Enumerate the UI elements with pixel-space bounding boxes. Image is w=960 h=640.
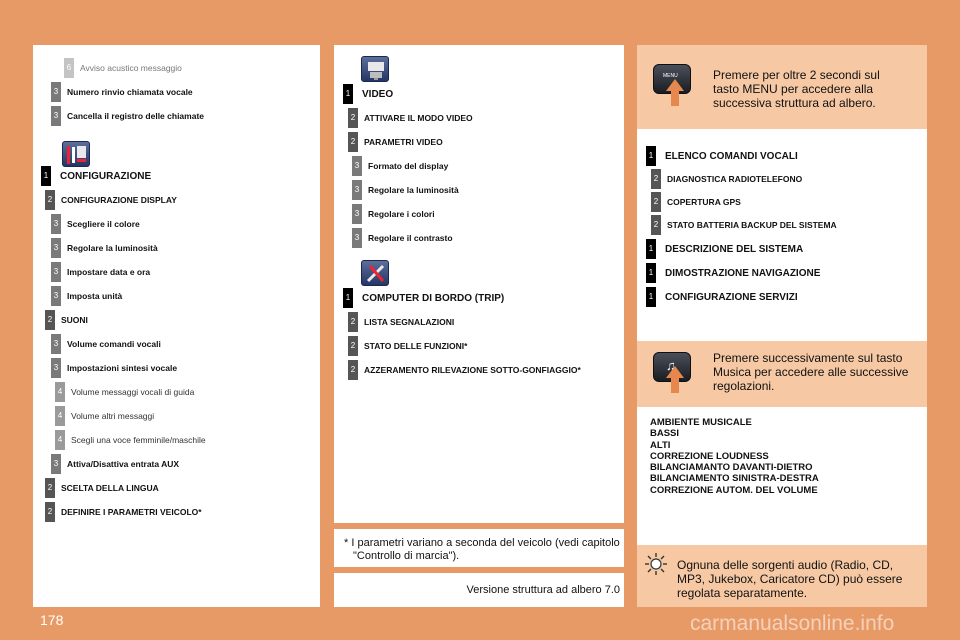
- tree-item: [646, 239, 803, 259]
- tree-item: [45, 190, 177, 210]
- tree-item: [41, 166, 151, 186]
- tree-item: [348, 360, 581, 380]
- level-badge: 2: [348, 132, 358, 152]
- tree-item-label: PARAMETRI VIDEO: [364, 137, 443, 147]
- tree-item: [55, 430, 206, 450]
- tree-item: [352, 204, 435, 224]
- tree-item: [51, 454, 179, 474]
- level-badge: 3: [51, 214, 61, 234]
- level-badge: 3: [352, 156, 362, 176]
- tree-item-label: STATO DELLE FUNZIONI*: [364, 341, 468, 351]
- tree-item-label: Regolare i colori: [368, 209, 435, 219]
- trip-computer-tools-icon: [361, 260, 389, 286]
- tree-item-label: ELENCO COMANDI VOCALI: [665, 150, 798, 162]
- tree-item: [51, 214, 140, 234]
- tree-item: [55, 382, 194, 402]
- tree-item: [348, 132, 443, 152]
- tree-item-label: Impostazioni sintesi vocale: [67, 363, 178, 373]
- tree-item: [651, 169, 802, 189]
- level-badge: 2: [348, 312, 358, 332]
- audio-sources-tip-text: [677, 558, 902, 600]
- tree-item: [45, 310, 88, 330]
- tree-item-label: Numero rinvio chiamata vocale: [67, 87, 193, 97]
- music-setting: BILANCIAMANTO DAVANTI-DIETRO: [650, 462, 813, 474]
- tree-item-label: Volume altri messaggi: [71, 411, 155, 421]
- tree-item-label: Regolare la luminosità: [67, 243, 158, 253]
- tree-item-label: CONFIGURAZIONE DISPLAY: [61, 195, 177, 205]
- menu-button-label: MENU: [663, 73, 678, 79]
- music-tip-line-2: Musica per accedere alle successive: [713, 365, 909, 379]
- level-badge: 2: [45, 502, 55, 522]
- menu-tip-line-2: tasto MENU per accedere alla: [713, 82, 874, 96]
- level-badge: 2: [45, 190, 55, 210]
- watermark: carmanualsonline.info: [690, 612, 895, 635]
- music-setting: ALTI: [650, 439, 671, 451]
- tree-item-label: Impostare data e ora: [67, 267, 151, 277]
- tree-item-label: Regolare la luminosità: [368, 185, 459, 195]
- tree-item: [51, 238, 158, 258]
- level-badge: 3: [51, 238, 61, 258]
- music-setting: AMBIENTE MUSICALE: [650, 417, 752, 428]
- music-setting: CORREZIONE AUTOM. DEL VOLUME: [650, 484, 818, 496]
- page-number: 178: [40, 612, 64, 628]
- audio-tip-line-3: regolata separatamente.: [677, 586, 808, 600]
- tree-item-label: Regolare il contrasto: [368, 233, 453, 243]
- arrow-stem: [671, 90, 679, 106]
- level-badge: 1: [343, 288, 353, 308]
- level-badge: 3: [51, 286, 61, 306]
- level-badge: 3: [352, 228, 362, 248]
- tree-item-label: DIMOSTRAZIONE NAVIGAZIONE: [665, 267, 821, 279]
- level-badge: 4: [55, 382, 65, 402]
- tree-item: [651, 192, 741, 212]
- tree-item-label: COMPUTER DI BORDO (TRIP): [362, 292, 505, 304]
- tree-item: [64, 58, 182, 78]
- level-badge: 2: [45, 478, 55, 498]
- audio-tip-line-1: Ognuna delle sorgenti audio (Radio, CD,: [677, 558, 894, 572]
- tree-item: [352, 156, 448, 176]
- tree-item: [51, 358, 177, 378]
- tree-item-label: Cancella il registro delle chiamate: [67, 111, 205, 121]
- video-projector-icon: [361, 56, 389, 82]
- level-badge: 2: [348, 336, 358, 356]
- level-badge: 2: [651, 215, 661, 235]
- level-badge: 3: [352, 204, 362, 224]
- level-badge: 3: [51, 82, 61, 102]
- tree-item-label: Avviso acustico messaggio: [80, 63, 182, 73]
- level-badge: 1: [646, 146, 656, 166]
- tree-item-label: CONFIGURAZIONE SERVIZI: [665, 291, 798, 303]
- tree-item: [348, 336, 467, 356]
- tree-item-label: DIAGNOSTICA RADIOTELEFONO: [667, 174, 803, 184]
- music-setting: BASSI: [650, 428, 680, 440]
- music-setting: CORREZIONE LOUDNESS: [650, 450, 769, 462]
- tree-item-label: Attiva/Disattiva entrata AUX: [67, 459, 180, 469]
- tree-item: [51, 82, 193, 102]
- tree-item: [343, 288, 504, 308]
- footnote-line-1: I parametri variano a seconda del veicolo (vedi capitolo: [351, 537, 620, 549]
- tree-item-label: DEFINIRE I PARAMETRI VEICOLO*: [61, 507, 202, 517]
- footnote-line-2: "Controllo di marcia").: [353, 550, 460, 562]
- tree-item-label: SUONI: [61, 315, 88, 325]
- tree-item: [646, 263, 820, 283]
- music-setting: BILANCIAMENTO SINISTRA-DESTRA: [650, 473, 819, 485]
- tree-version: Versione struttura ad albero 7.0: [466, 584, 620, 596]
- tree-item: [55, 406, 154, 426]
- music-settings-list: [650, 417, 819, 496]
- tree-item: [51, 262, 150, 282]
- music-note-icon: ♫: [666, 358, 676, 373]
- level-badge: 1: [646, 239, 656, 259]
- tree-item-label: Scegli una voce femminile/maschile: [71, 435, 206, 445]
- level-badge: 2: [348, 360, 358, 380]
- music-tip-line-1: Premere successivamente sul tasto: [713, 351, 903, 365]
- tree-item: [646, 146, 798, 166]
- tree-item: [651, 215, 837, 235]
- tree-item-label: DESCRIZIONE DEL SISTEMA: [665, 243, 804, 255]
- configuration-tools-icon: [62, 141, 90, 167]
- music-tip-text: [713, 351, 908, 393]
- tree-item: [348, 312, 454, 332]
- level-badge: 3: [51, 106, 61, 126]
- tree-item-label: ATTIVARE IL MODO VIDEO: [364, 113, 473, 123]
- tree-item-label: CONFIGURAZIONE: [60, 170, 152, 182]
- tree-item: [343, 84, 393, 104]
- level-badge: 1: [646, 263, 656, 283]
- level-badge: 3: [51, 358, 61, 378]
- tree-item-label: Volume messaggi vocali di guida: [71, 387, 195, 397]
- level-badge: 2: [651, 169, 661, 189]
- tip-lamp-icon: [644, 552, 668, 576]
- footnote-star: *: [344, 537, 349, 549]
- tree-item: [352, 180, 459, 200]
- music-tip-line-3: regolazioni.: [713, 379, 775, 393]
- tree-item-label: COPERTURA GPS: [667, 197, 741, 207]
- level-badge: 3: [51, 454, 61, 474]
- tree-item: [51, 334, 161, 354]
- level-badge: 2: [45, 310, 55, 330]
- tree-item-label: Formato del display: [368, 161, 449, 171]
- tree-item-label: Volume comandi vocali: [67, 339, 161, 349]
- tree-item: [646, 287, 798, 307]
- level-badge: 6: [64, 58, 74, 78]
- tree-item-label: VIDEO: [362, 88, 394, 100]
- level-badge: 1: [646, 287, 656, 307]
- tree-item: [352, 228, 453, 248]
- menu-tip-line-3: successiva struttura ad albero.: [713, 96, 876, 110]
- tree-item-label: Imposta unità: [67, 291, 123, 301]
- level-badge: 2: [651, 192, 661, 212]
- level-badge: 4: [55, 430, 65, 450]
- menu-tip-line-1: Premere per oltre 2 secondi sul: [713, 68, 880, 82]
- tree-item-label: SCELTA DELLA LINGUA: [61, 483, 159, 493]
- level-badge: 2: [348, 108, 358, 128]
- tree-item: [45, 502, 202, 522]
- tree-item-label: LISTA SEGNALAZIONI: [364, 317, 455, 327]
- tree-item: [348, 108, 473, 128]
- tree-item: [51, 106, 204, 126]
- arrow-stem: [671, 377, 679, 393]
- level-badge: 3: [352, 180, 362, 200]
- level-badge: 3: [51, 334, 61, 354]
- menu-tree-column-3: [637, 45, 927, 607]
- level-badge: 4: [55, 406, 65, 426]
- tree-item: [45, 478, 159, 498]
- tree-item-label: Scegliere il colore: [67, 219, 140, 229]
- level-badge: 1: [41, 166, 51, 186]
- menu-tip-text: [713, 68, 880, 110]
- audio-tip-line-2: MP3, Jukebox, Caricatore CD) può essere: [677, 572, 903, 586]
- tree-item-label: AZZERAMENTO RILEVAZIONE SOTTO-GONFIAGGIO*: [364, 365, 581, 375]
- tree-item-label: STATO BATTERIA BACKUP DEL SISTEMA: [667, 220, 837, 230]
- tree-item: [51, 286, 122, 306]
- footnote: [344, 537, 620, 563]
- level-badge: 1: [343, 84, 353, 104]
- level-badge: 3: [51, 262, 61, 282]
